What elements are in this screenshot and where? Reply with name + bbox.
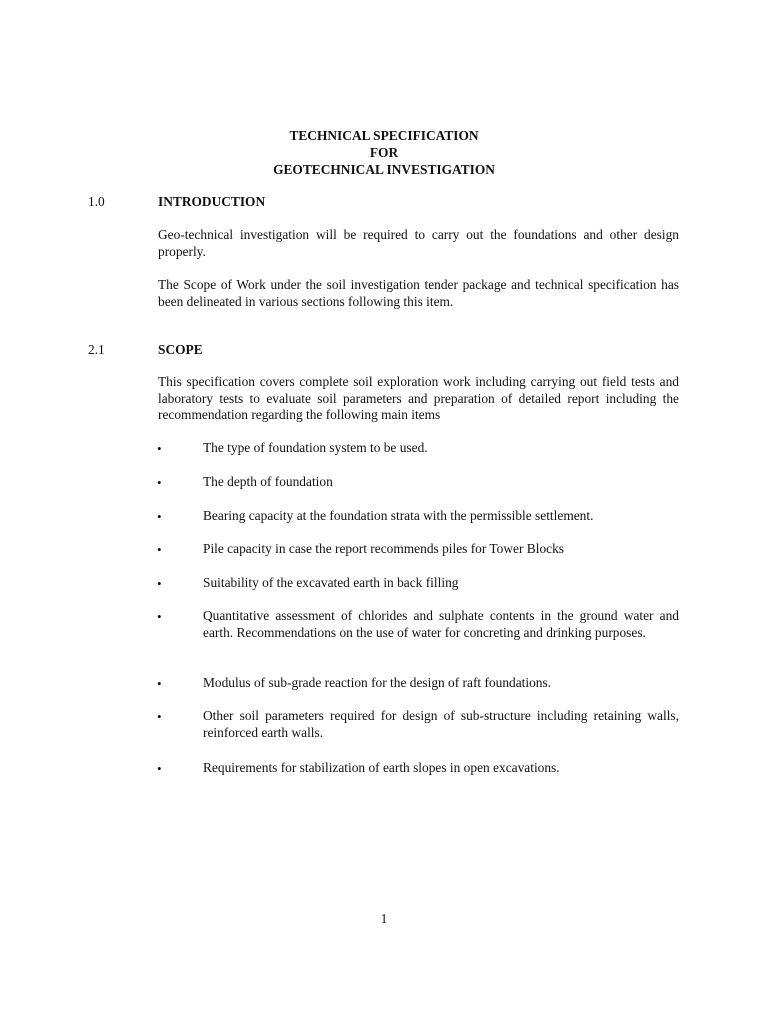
bullet-icon: • [157,676,162,691]
scope-item: Requirements for stabilization of earth slopes in open excavations. [203,760,560,775]
scope-item: Other soil parameters required for design of sub-structure including retaining walls, reinforced earth walls. [203,708,679,740]
scope-item: Quantitative assessment of chlorides and sulphate contents in the ground water and earth. Recommendations on the use of water for concreting and drinking purposes. [203,608,679,640]
scope-item: The depth of foundation [203,474,333,489]
bullet-icon: • [157,475,162,490]
bullet-icon: • [157,441,162,456]
scope-item: Bearing capacity at the foundation strata with the permissible settlement. [203,508,594,523]
scope-item: Modulus of sub-grade reaction for the design of raft foundations. [203,675,552,690]
page-number: 1 [380,911,388,926]
scope-item: Suitability of the excavated earth in back filling [203,575,459,590]
section-heading-scope: SCOPE [158,342,203,357]
bullet-icon: • [157,576,162,591]
section-number-intro: 1.0 [88,194,105,209]
document-title-line-3: GEOTECHNICAL INVESTIGATION [273,162,495,177]
bullet-icon: • [157,509,162,524]
bullet-icon: • [157,761,162,776]
document-title-line-1: TECHNICAL SPECIFICATION [289,128,479,143]
scope-item: The type of foundation system to be used. [203,440,428,455]
document-title-line-2: FOR [369,145,399,160]
scope-item: Pile capacity in case the report recommends piles for Tower Blocks [203,541,564,556]
intro-paragraph-1: Geo-technical investigation will be required to carry out the foundations and other design properly. [158,227,679,259]
section-heading-intro: INTRODUCTION [158,194,266,209]
intro-paragraph-2: The Scope of Work under the soil investigation tender package and technical specification has been delineated in various sections following this item. [158,277,679,309]
scope-intro-paragraph: This specification covers complete soil exploration work including carrying out field tests and laboratory tests to evaluate soil parameters and preparation of detailed report including the recommendation regarding the following main items [158,374,679,422]
section-number-scope: 2.1 [88,342,105,357]
bullet-icon: • [157,542,162,557]
bullet-icon: • [157,609,162,624]
bullet-icon: • [157,709,162,724]
